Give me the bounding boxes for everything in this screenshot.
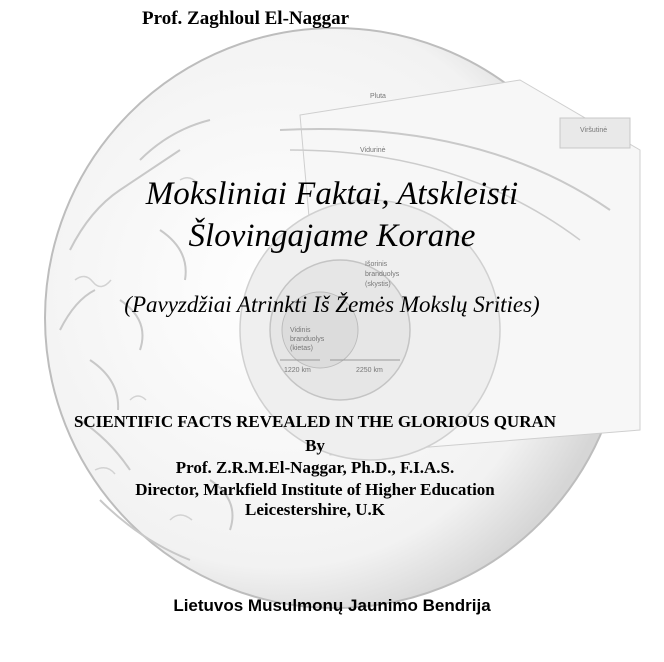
- label-isorinis-1: Išorinis: [365, 261, 388, 268]
- english-title: SCIENTIFIC FACTS REVEALED IN THE GLORIOUS QURAN: [73, 412, 557, 431]
- label-isorinis-2: branduolys: [365, 271, 400, 278]
- label-vidinis-1: Vidinis: [290, 327, 311, 334]
- title-line-1: Moksliniai Faktai, Atskleisti: [145, 176, 519, 212]
- label-km1: 1220 km: [284, 367, 311, 374]
- label-vidinis-2: branduolys: [290, 336, 325, 343]
- label-vidurine: Vidurinė: [360, 147, 386, 154]
- label-pluta: Pluta: [370, 93, 386, 100]
- english-by: By: [305, 436, 325, 455]
- organization-name: Lietuvos Musulmonų Jaunimo Bendrija: [173, 596, 491, 615]
- english-position: Director, Markfield Institute of Higher Education: [135, 480, 495, 499]
- label-isorinis-3: (skystis): [365, 281, 391, 288]
- author-header: Prof. Zaghloul El-Naggar: [142, 8, 350, 29]
- label-virsutine: Viršutinė: [580, 127, 608, 134]
- english-location: Leicestershire, U.K: [245, 500, 385, 519]
- label-vidinis-3: (kietas): [290, 345, 313, 352]
- title-line-2: Šlovingajame Korane: [188, 218, 476, 254]
- english-author: Prof. Z.R.M.El-Naggar, Ph.D., F.I.A.S.: [175, 458, 455, 477]
- subtitle: (Pavyzdžiai Atrinkti Iš Žemės Mokslų Srities): [124, 292, 540, 317]
- label-km2: 2250 km: [356, 367, 383, 374]
